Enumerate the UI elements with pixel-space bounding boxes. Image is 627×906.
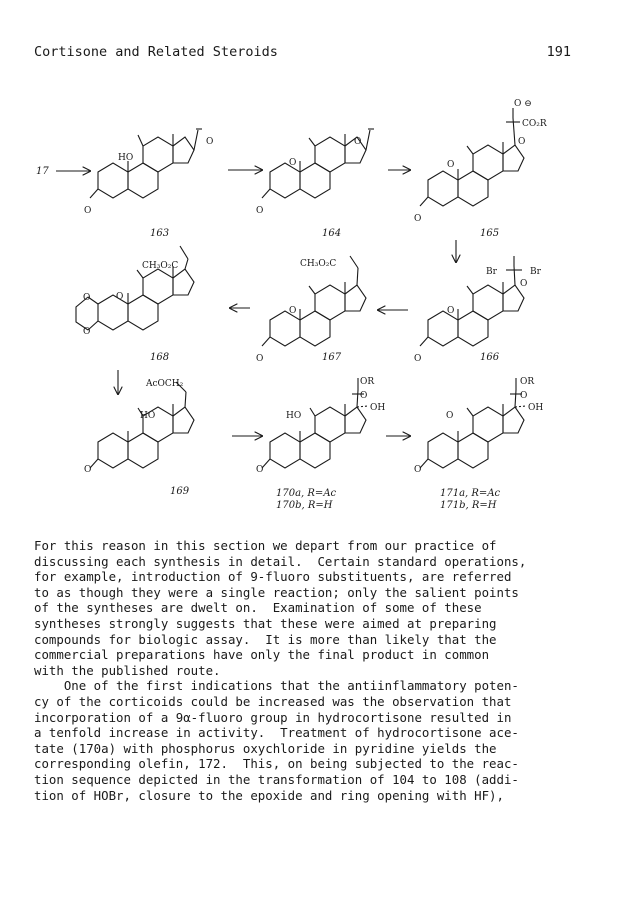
- c171-o3: O: [414, 465, 422, 475]
- c171-oh: OH: [528, 403, 544, 413]
- c168-ester: CH₃O₂C: [142, 261, 179, 271]
- label-171b: 171b, R=H: [440, 500, 497, 511]
- label-168: 168: [150, 352, 170, 363]
- c164-o17: O: [354, 137, 362, 147]
- paragraph-2: One of the first indications that the antiinflammatory poten- cy of the corticoids could be increased was the observation that incorporation of a 9α-fluoro group in hydrocortisone resulted in a tenfold increase in activity. Treatment of hydrocortisone ace- tate (170a) with phosphorus oxychloride in pyridine yields the corresponding olefin, 172. This, on being subjected to the reac- tion sequence depicted in the transformation of 104 to 108 (addi- tion of HOBr, closure to the epoxide and ring opening with HF),: [34, 678, 519, 803]
- label-164: 164: [322, 228, 342, 239]
- structure-167: [262, 256, 366, 346]
- c168-ketal-o1: O: [83, 293, 91, 303]
- paragraph-1: For this reason in this section we depart from our practice of discussing each synthesis in detail. Certain standard operations, for example, introduction of 9-fluoro substituents, are referred to as though they were a single reaction; only the salient points of the syntheses are dwelt on. Examination of some of these syntheses strongly suggests that these were aimed at preparing compounds for biologic assay. It is more than likely that the commercial preparations have only the final product in common with the published route.: [34, 538, 527, 678]
- c166-br2: Br: [530, 267, 541, 277]
- c165-co2r: CO₂R: [522, 119, 547, 129]
- label-163: 163: [150, 228, 170, 239]
- c163-o3: O: [84, 206, 92, 216]
- label-169: 169: [170, 486, 190, 497]
- c171-o11: O: [446, 411, 454, 421]
- structure-170: [262, 378, 368, 468]
- structure-169: [90, 382, 194, 468]
- c171-o: O: [520, 391, 528, 401]
- c171-or: OR: [520, 377, 535, 387]
- label-165: 165: [480, 228, 500, 239]
- c170-o: O: [360, 391, 368, 401]
- c167-o3: O: [256, 354, 264, 364]
- c166-o: O: [520, 279, 528, 289]
- c165-o11: O: [447, 160, 455, 170]
- c165-charge: O ⊖: [514, 99, 532, 109]
- structure-168: [76, 246, 194, 330]
- body-text: [34, 538, 594, 803]
- c164-o3: O: [256, 206, 264, 216]
- c170-ho: HO: [286, 411, 302, 421]
- c163-ho: HO: [118, 153, 134, 163]
- page-header: [34, 44, 571, 62]
- page-number: 191: [546, 44, 571, 60]
- c169-ho: HO: [140, 411, 156, 421]
- structure-166: [420, 256, 524, 346]
- c169-o3: O: [84, 465, 92, 475]
- c166-br1: Br: [486, 267, 497, 277]
- c170-oh: OH: [370, 403, 386, 413]
- c168-o11: O: [116, 292, 124, 302]
- label-170a: 170a, R=Ac: [276, 488, 337, 499]
- c165-o: O: [518, 137, 526, 147]
- c166-o3: O: [414, 354, 422, 364]
- label-166: 166: [480, 352, 500, 363]
- structure-163: [90, 129, 202, 198]
- label-170b: 170b, R=H: [276, 500, 333, 511]
- label-171a: 171a, R=Ac: [440, 488, 501, 499]
- c170-or: OR: [360, 377, 375, 387]
- running-title: Cortisone and Related Steroids: [34, 44, 278, 60]
- c167-o11: O: [289, 306, 297, 316]
- c168-ketal-o2: O: [83, 327, 91, 337]
- structure-165: [420, 108, 524, 206]
- c167-ester: CH₃O₂C: [300, 259, 337, 269]
- c170-o3: O: [256, 465, 264, 475]
- structure-171: [420, 378, 526, 468]
- reaction-scheme: [0, 88, 627, 528]
- c169-acoch2: AcOCH₂: [146, 379, 184, 389]
- label-167: 167: [322, 352, 342, 363]
- c166-o11: O: [447, 306, 455, 316]
- c163-o17: O: [206, 137, 214, 147]
- c165-o3: O: [414, 214, 422, 224]
- start-compound-label: 17: [36, 166, 49, 177]
- c164-o11: O: [289, 158, 297, 168]
